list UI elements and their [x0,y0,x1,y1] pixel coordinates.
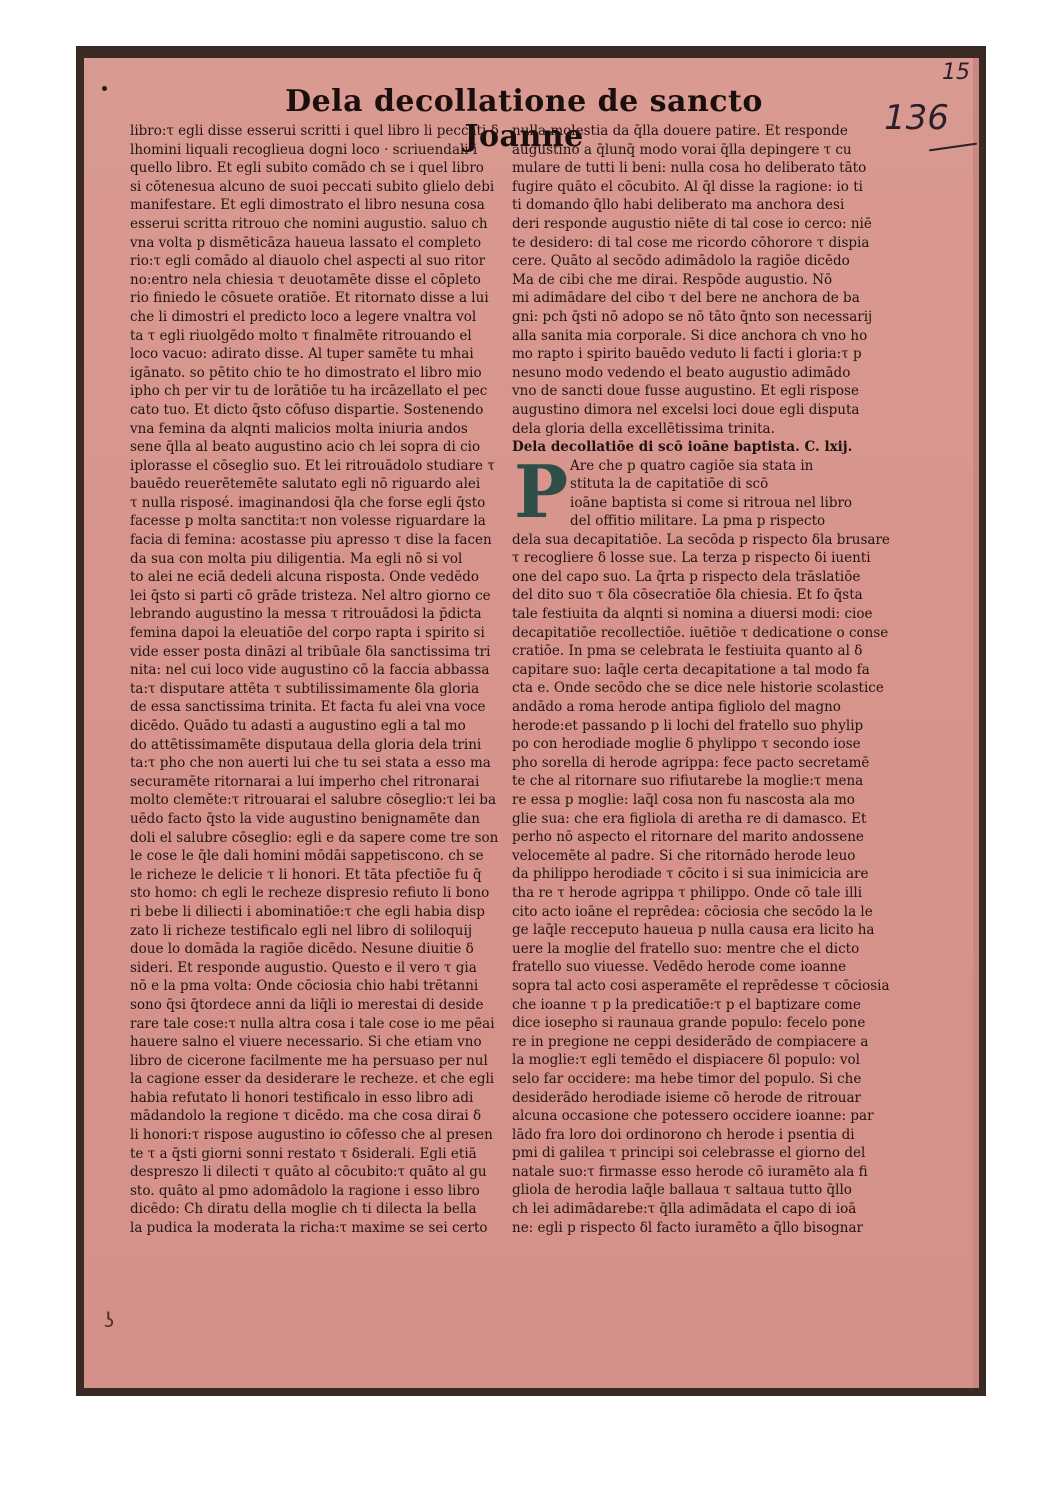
margin-mark: ʖ [104,1308,115,1332]
text-line: la pudica la moderata la richa:τ maxime se sei certo [130,1220,488,1237]
text-line: herode:et passando p li lochi del fratello suo phylip [512,717,864,734]
text-line: gliola de herodia laq̄le ballaua τ saltaua tutto q̄llo [512,1182,852,1199]
text-line: securamēte ritornarai a lui imperho chel ritronarai [130,773,480,790]
text-line: manifestare. Et egli dimostrato el libro nesuna cosa [130,197,485,214]
right-column [512,122,890,1237]
text-line: τ nulla risposé. imaginandosi q̄la che forse egli q̄sto [130,494,486,511]
text-line: mi adimādare del cibo τ del bere ne anchora de ba [512,290,860,307]
text-line: dicēdo: Ch diratu della moglie ch ti dilecta la bella [130,1201,477,1218]
initial-letter: P [514,448,569,534]
text-line: pmi di galilea τ principi soi celebrasse el giorno del [512,1145,866,1162]
text-line: nesuno modo vedendo el beato augustio adimādo [512,364,851,381]
text-line: doli el salubre cōseglio: egli e da sapere come tre son [130,829,499,846]
text-line: te che al ritornare suo rifiutarebe la moglie:τ mena [512,773,864,790]
text-line: del dito suo τ δla cōsecratiōe δla chiesia. Et fo q̄sta [512,587,863,604]
text-line: gni: pch q̄sti nō adopo se nō tāto q̄nto son necessarij [512,308,873,325]
text-line: la cagione esser da desiderare le recheze. et che egli [130,1071,495,1088]
text-line: dice iosepho si raunaua grande populo: fecelo pone [512,1015,866,1032]
text-line: sono q̄si q̄tordece anni da liq̄li io merestai di deside [130,996,484,1013]
text-line: facesse p molta sanctita:τ non volesse riguardare la [130,513,486,530]
text-line: sto. quāto al pmo adomādolo la ragione i esso libro [130,1182,480,1199]
text-line: natale suo:τ firmasse esso herode cō iuramēto ala fi [512,1163,868,1180]
text-line: nō e la pma volta: Onde cōciosia chio habi trētanni [130,978,479,995]
text-line: rio finiedo le cōsuete oratiōe. Et ritornato disse a lui [130,290,489,307]
folio-number: 136 [884,98,949,138]
text-line: dela sua decapitatiōe. La secōda p rispecto δla brusare [512,531,890,548]
initial-block [512,448,853,534]
text-line: ioāne baptista si come si ritroua nel libro [570,494,853,511]
text-line: capitare suo: laq̄le certa decapitatione a tal modo fa [512,661,870,678]
text-line: selo far occidere: ma hebe timor del populo. Si che [512,1070,862,1087]
text-line: fratello suo viuesse. Vedēdo herode come ioanne [512,959,847,976]
folio-stroke [929,143,977,152]
text-line: po con herodiade moglie δ phylippo τ secondo iose [512,736,861,753]
text-line: te desidero: di tal cose me ricordo cōhorore τ dispia [512,234,870,251]
text-line: cta e. Onde secōdo che se dice nele historie scolastice [512,680,884,697]
text-line: del offitio militare. La pma p rispecto [570,513,826,530]
text-line: libro de cicerone facilmente me ha persuaso per nul [130,1052,488,1069]
text-line: ge laq̄le recceputo haueua p nulla causa era licito ha [512,922,875,939]
text-line: do attētissimamēte disputaua della gloria dela trini [130,736,482,753]
text-line: dela gloria della excellētissima trinita. [512,420,775,437]
text-line: quello libro. Et egli subito comādo ch se i quel libro [130,160,484,177]
text-line: molto clemēte:τ ritrouarai el salubre cōseglio:τ lei ba [130,792,496,809]
text-line: sopra tal acto cosi asperamēte el reprēdesse τ cōciosia [512,977,890,994]
right-column-top [512,122,873,438]
text-line: cratiōe. In pma se celebrata le festiuita quanto al δ [512,643,863,660]
text-line: mo rapto i spirito bauēdo veduto li facti i gloria:τ p [512,346,862,363]
text-line: ti domando q̄llo habi deliberato ma anchora desi [512,197,845,214]
text-line: ta τ egli riuolgēdo molto τ finalmēte ritrouando el [130,327,472,344]
text-line: libro:τ egli disse esserui scritti i quel libro li peccati δ [130,123,499,139]
text-line: alla sanita mia corporale. Si dice anchora ch vno ho [512,327,868,344]
text-line: igānato. so pētito chio te ho dimostrato el libro mio [130,364,482,381]
text-line: rare tale cose:τ nulla altra cosa i tale cose io me pēai [130,1015,495,1032]
text-line: mādandolo la regione τ dicēdo. ma che cosa dirai δ [130,1108,482,1125]
text-line: da sua con molta piu diligentia. Ma egli nō si vol [130,550,463,567]
folio-number-top: 15 [942,60,970,85]
text-line: lhomini liquali recoglieua dogni loco · scriuendali i [130,141,478,158]
text-line: re in pregione ne ceppi desiderādo de compiacere a [512,1033,869,1050]
text-line: nita: nel cui loco vide augustino cō la faccia abbassa [130,662,490,679]
text-line: lādo fra loro doi ordinorono ch herode i psentia di [512,1126,855,1143]
text-line: cito acto ioāne el reprēdea: cōciosia che secōdo la le [512,903,873,920]
text-line: de essa sanctissima trinita. Et facta fu alei vna voce [130,699,486,716]
text-line: andādo a roma herode antipa figliolo del magno [512,699,841,716]
text-line: ne: egli p rispecto δl facto iuramēto a q̄llo bisognar [512,1219,863,1236]
text-line: lebrando augustino la messa τ ritrouādosi la p̄dicta [130,606,482,623]
page-title: Dela decollatione de sancto Joanne [285,84,763,154]
text-line: bauēdo reuerētemēte salutato egli nō riguardo alei [130,476,481,493]
text-line: sene q̄lla al beato augustino acio ch lei sopra di cio [130,439,481,456]
text-line: velocemēte al padre. Si che ritornādo herode leuo [512,847,856,864]
text-line: cere. Quāto al secōdo adimādolo la ragiōe dicēdo [512,253,850,270]
text-line: esserui scritta ritrouo che nomini augustio. saluo ch [130,215,488,232]
text-line: deri responde augustio niēte di tal cose io cerco: niē [512,215,872,232]
text-line: despreszo li dilecti τ quāto al cōcubito:τ quāto al gu [130,1164,487,1181]
text-line: vna volta p dismēticāza haueua lassato el completo [130,234,482,251]
book-page [84,58,979,1388]
text-line: che li dimostri el predicto loco a legere vnaltra vol [130,308,477,325]
text-line: iplorasse el cōseglio suo. Et lei ritrouādolo studiare τ [130,457,495,474]
text-line: desiderādo herodiade isieme cō herode de ritrouar [512,1089,861,1106]
text-line: hauere salno el viuere necessario. Si che etiam vno [130,1034,482,1051]
text-line: uēdo facto q̄sto la vide augustino benignamēte dan [130,810,480,827]
text-line: alcuna occasione che potessero occidere ioanne: par [512,1108,874,1125]
text-line: augustino a q̄lunq̄ modo vorai q̄lla depingere τ cu [512,141,852,158]
ink-dot [102,86,107,91]
text-line: facia di femina: acostasse piu apresso τ dise la facen [130,532,492,549]
text-line: sto homo: ch egli le recheze dispresio refiuto li bono [130,885,490,902]
text-line: perho nō aspecto el ritornare del marito andossene [512,829,864,846]
text-line: lei q̄sto si parti cō grāde tristeza. Nel altro giorno ce [130,587,491,604]
text-line: cato tuo. Et dicto q̄sto cōfuso dispartie. Sostenendo [130,401,484,418]
text-line: tha re τ herode agrippa τ philippo. Onde cō tale illi [512,884,863,901]
text-line: vno de sancti doue fusse augustino. Et egli rispose [512,383,859,400]
right-column-bottom [512,531,890,1238]
text-line: dicēdo. Quādo tu adasti a augustino egli a tal mo [130,718,466,734]
text-line: sideri. Et responde augustio. Questo e il vero τ gia [130,959,477,976]
text-line: si cōtenesua alcuno de suoi peccati subito glielo debi [130,178,495,195]
text-line: augustino dimora nel excelsi loci doue egli disputa [512,401,860,418]
text-line: vide esser posta dināzi al tribūale δla sanctissima tri [130,643,491,660]
text-line: te τ a q̄sti giorni sonni restato τ δsiderali. Egli etiā [130,1145,477,1162]
text-line: mulare de tutti li beni: nulla cosa ho deliberato tāto [512,160,867,177]
text-line: da philippo herodiade τ cōcito i si sua inimicicia are [512,866,869,883]
text-line: rio:τ egli comādo al diauolo chel aspecti al suo ritor [130,253,486,270]
text-line: Ma de cibi che me dirai. Respōde augustio. Nō [512,271,833,288]
page-edge [973,58,979,1388]
text-line: ta:τ pho che non auerti lui che tu sei stata a esso ma [130,755,491,772]
text-line: pho sorella di herode agrippa: fece pacto secretamē [512,754,870,771]
text-line: Are che p quatro cagiōe sia stata in [570,457,814,474]
text-line: uere la moglie del fratello suo: mentre che el dicto [512,940,860,957]
text-line: no:entro nela chiesia τ deuotamēte disse el cōpleto [130,271,481,288]
text-line: che ioanne τ p la predicatiōe:τ p el baptizare come [512,996,861,1013]
text-line: decapitatiōe recollectiōe. iuētiōe τ dedicatione o conse [512,624,889,641]
text-line: la moglie:τ egli temēdo el dispiacere δl populo: vol [512,1052,860,1069]
initial-lines [570,457,852,531]
chapter-heading: Dela decollatiōe di scō ioāne baptista. C. lxij. [512,439,853,456]
text-line: re essa p moglie: laq̄l cosa non fu nascosta ala mo [512,792,855,808]
text-line: habia refutato li honori testificalo in esso libro adi [130,1089,474,1106]
text-line: femina dapoi la eleuatiōe del corpo rapta i spirito si [130,625,485,642]
text-line: glie sua: che era figliola di aretha re di damasco. Et [512,810,867,827]
text-line: ri bebe li diliecti i abominatiōe:τ che egli habia disp [130,903,485,920]
text-line: ch lei adimādarebe:τ q̄lla adimādata el capo di ioā [512,1201,857,1218]
text-line: vna femina da alqnti malicios molta iniuria andos [130,420,468,437]
left-column [130,122,499,1238]
text-line: ta:τ disputare attēta τ subtilissimamente δla gloria [130,680,480,697]
text-line: loco vacuo: adirato disse. Al tuper samēte tu mhai [130,346,474,363]
text-line: tale festiuita da alqnti si nomina a diuersi modi: cioe [512,606,873,623]
text-line: le cose le q̄le dali homini mōdāi sappetiscono. ch se [130,848,484,865]
text-line: fugire quāto el cōcubito. Al q̄l disse la ragione: io ti [512,178,863,195]
text-line: ipho ch per vir tu de lorātiōe tu ha ircāzellato el pec [130,383,488,400]
text-line: zato li richeze testificalo egli nel libro di soliloquij [130,922,473,939]
text-line: li honori:τ rispose augustino io cōfesso che al presen [130,1127,493,1144]
text-line: le richeze le delicie τ li honori. Et tāta pfectiōe fu q̄ [130,866,482,883]
text-line: doue lo domāda la ragiōe dicēdo. Nesune diuitie δ [130,941,474,958]
text-line: nulla molestia da q̄lla douere patire. Et responde [512,123,848,139]
text-line: τ recogliere δ losse sue. La terza p rispecto δi iuenti [512,550,871,567]
text-line: one del capo suo. La q̄rta p rispecto dela trāslatiōe [512,568,861,585]
text-line: to alei ne eciā dedeli alcuna risposta. Onde vedēdo [130,569,479,586]
text-line: stituta la de capitatiōe di scō [570,476,769,493]
